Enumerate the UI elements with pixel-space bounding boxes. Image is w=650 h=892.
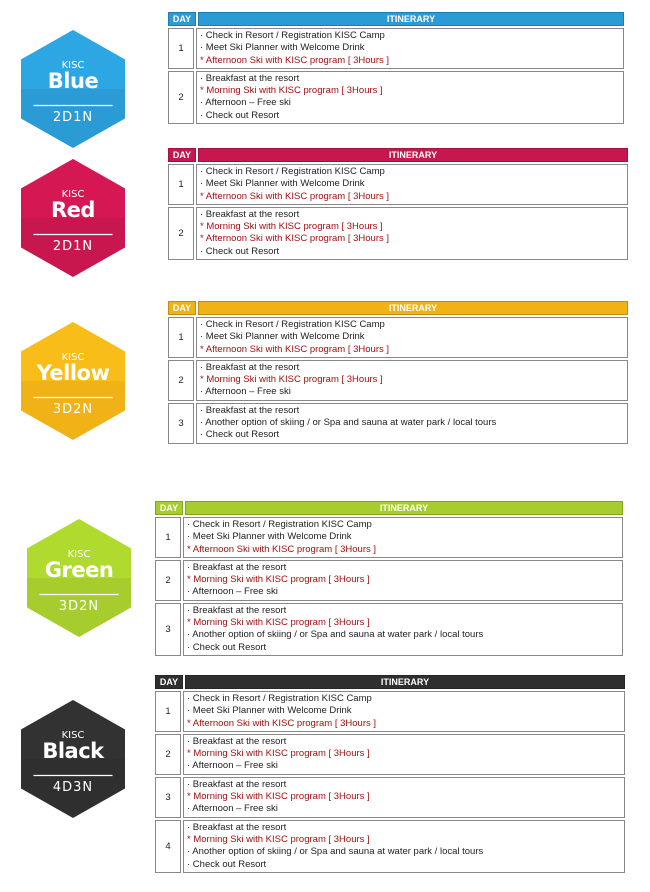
itinerary-line: · Breakfast at the resort — [187, 778, 287, 790]
itinerary-cell — [196, 28, 624, 69]
badge-duration: 3D2N — [52, 402, 94, 418]
itinerary-line: · Breakfast at the resort — [200, 208, 300, 220]
itinerary-cell — [196, 317, 628, 358]
day-column-header: DAY — [168, 12, 196, 26]
badge-name: Red — [51, 197, 95, 222]
itinerary-line: * Morning Ski with KISC program [ 3Hours ] — [200, 85, 383, 97]
itinerary-line: · Check out Resort — [200, 429, 280, 441]
itinerary-line: · Meet Ski Planner with Welcome Drink — [200, 178, 365, 190]
itinerary-line: · Another option of skiing / or Spa and sauna at water park / local tours — [187, 846, 484, 858]
itinerary-line: · Afternoon – Free ski — [200, 386, 291, 398]
itinerary-line: * Morning Ski with KISC program [ 3Hours ] — [187, 574, 370, 586]
itinerary-column-header: ITINERARY — [198, 12, 624, 26]
table-row — [155, 560, 623, 601]
badge-name: Black — [42, 738, 104, 763]
day-number: 2 — [168, 71, 194, 124]
itinerary-line: · Meet Ski Planner with Welcome Drink — [200, 42, 365, 54]
itinerary-table-red — [168, 148, 628, 260]
badge-brand: KISC — [61, 351, 85, 363]
itinerary-line: * Afternoon Ski with KISC program [ 3Hours ] — [200, 54, 390, 66]
itinerary-line: · Breakfast at the resort — [187, 735, 287, 747]
itinerary-line: · Breakfast at the resort — [200, 72, 300, 84]
itinerary-line: · Another option of skiing / or Spa and sauna at water park / local tours — [200, 417, 497, 429]
badge-name: Green — [44, 557, 114, 582]
itinerary-line: * Afternoon Ski with KISC program [ 3Hours ] — [200, 190, 390, 202]
package-badge-red — [21, 159, 125, 277]
itinerary-line: * Morning Ski with KISC program [ 3Hours ] — [187, 791, 370, 803]
itinerary-line: · Check out Resort — [187, 641, 267, 653]
day-number: 3 — [155, 603, 181, 656]
itinerary-line: * Morning Ski with KISC program [ 3Hours ] — [187, 833, 370, 845]
itinerary-line: · Check in Resort / Registration KISC Camp — [187, 693, 372, 704]
itinerary-line: * Morning Ski with KISC program [ 3Hours ] — [200, 374, 383, 386]
badge-name: Yellow — [36, 360, 110, 385]
itinerary-cell — [183, 603, 623, 656]
itinerary-line: · Afternoon – Free ski — [200, 97, 291, 109]
itinerary-line: * Afternoon Ski with KISC program [ 3Hours ] — [200, 233, 390, 245]
table-row — [155, 734, 625, 775]
itinerary-column-header: ITINERARY — [185, 501, 623, 515]
table-row — [168, 28, 624, 69]
itinerary-line: · Afternoon – Free ski — [187, 760, 278, 772]
day-number: 4 — [155, 820, 181, 873]
table-header — [168, 301, 628, 315]
itinerary-line: · Meet Ski Planner with Welcome Drink — [187, 531, 352, 543]
day-number: 3 — [168, 403, 194, 444]
itinerary-line: * Morning Ski with KISC program [ 3Hours ] — [200, 221, 383, 233]
badge-duration: 4D3N — [52, 780, 94, 796]
badge-name: Blue — [47, 68, 99, 93]
itinerary-line: · Check in Resort / Registration KISC Camp — [200, 166, 385, 177]
day-number: 2 — [168, 360, 194, 401]
itinerary-line: · Breakfast at the resort — [187, 821, 287, 833]
table-row — [168, 317, 628, 358]
itinerary-line: · Check out Resort — [200, 109, 280, 121]
itinerary-cell — [183, 820, 625, 873]
table-header — [168, 148, 628, 162]
badge-brand: KISC — [61, 729, 85, 741]
itinerary-line: · Meet Ski Planner with Welcome Drink — [187, 705, 352, 717]
day-number: 2 — [155, 734, 181, 775]
table-row — [155, 691, 625, 732]
table-row — [168, 71, 624, 124]
day-number: 1 — [155, 691, 181, 732]
day-number: 3 — [155, 777, 181, 818]
package-badge-green — [27, 519, 131, 637]
day-number: 1 — [168, 28, 194, 69]
itinerary-line: * Afternoon Ski with KISC program [ 3Hours ] — [200, 343, 390, 355]
day-number: 1 — [168, 164, 194, 205]
itinerary-column-header: ITINERARY — [198, 148, 628, 162]
itinerary-cell — [183, 777, 625, 818]
itinerary-table-blue — [168, 12, 624, 124]
table-row — [168, 360, 628, 401]
table-row — [155, 517, 623, 558]
itinerary-cell — [183, 691, 625, 732]
itinerary-cell — [196, 403, 628, 444]
table-row — [168, 207, 628, 260]
table-row — [168, 164, 628, 205]
itinerary-line: · Afternoon – Free ski — [187, 803, 278, 815]
day-number: 2 — [155, 560, 181, 601]
itinerary-cell — [196, 360, 628, 401]
itinerary-column-header: ITINERARY — [198, 301, 628, 315]
itinerary-line: · Meet Ski Planner with Welcome Drink — [200, 331, 365, 343]
itinerary-column-header: ITINERARY — [185, 675, 625, 689]
day-column-header: DAY — [168, 148, 196, 162]
itinerary-table-yellow — [168, 301, 628, 444]
itinerary-line: · Breakfast at the resort — [200, 361, 300, 373]
itinerary-line: * Morning Ski with KISC program [ 3Hours ] — [187, 617, 370, 629]
table-row — [155, 820, 625, 873]
itinerary-line: · Check out Resort — [187, 858, 267, 870]
package-badge-blue — [21, 30, 125, 148]
itinerary-line: · Another option of skiing / or Spa and sauna at water park / local tours — [187, 629, 484, 641]
itinerary-line: · Breakfast at the resort — [187, 561, 287, 573]
itinerary-cell — [196, 71, 624, 124]
itinerary-line: · Breakfast at the resort — [187, 604, 287, 616]
itinerary-line: · Breakfast at the resort — [200, 404, 300, 416]
day-number: 1 — [155, 517, 181, 558]
package-badge-yellow — [21, 322, 125, 440]
table-header — [155, 501, 623, 515]
itinerary-cell — [183, 734, 625, 775]
itinerary-line: · Check in Resort / Registration KISC Camp — [200, 319, 385, 330]
badge-duration: 2D1N — [52, 110, 94, 126]
day-number: 1 — [168, 317, 194, 358]
itinerary-line: · Check in Resort / Registration KISC Camp — [187, 519, 372, 530]
itinerary-table-green — [155, 501, 623, 656]
itinerary-table-black — [155, 675, 625, 873]
itinerary-line: · Check out Resort — [200, 245, 280, 257]
table-row — [168, 403, 628, 444]
badge-brand: KISC — [61, 59, 85, 71]
itinerary-cell — [196, 164, 628, 205]
badge-duration: 3D2N — [58, 599, 100, 615]
table-header — [168, 12, 624, 26]
itinerary-line: * Afternoon Ski with KISC program [ 3Hours ] — [187, 717, 377, 729]
itinerary-line: * Morning Ski with KISC program [ 3Hours ] — [187, 748, 370, 760]
day-column-header: DAY — [168, 301, 196, 315]
day-number: 2 — [168, 207, 194, 260]
package-badge-black — [21, 700, 125, 818]
badge-brand: KISC — [67, 548, 91, 560]
itinerary-cell — [196, 207, 628, 260]
itinerary-line: * Afternoon Ski with KISC program [ 3Hours ] — [187, 543, 377, 555]
table-row — [155, 777, 625, 818]
table-row — [155, 603, 623, 656]
badge-brand: KISC — [61, 188, 85, 200]
itinerary-cell — [183, 517, 623, 558]
badge-duration: 2D1N — [52, 239, 94, 255]
day-column-header: DAY — [155, 501, 183, 515]
itinerary-cell — [183, 560, 623, 601]
day-column-header: DAY — [155, 675, 183, 689]
itinerary-line: · Afternoon – Free ski — [187, 586, 278, 598]
table-header — [155, 675, 625, 689]
itinerary-line: · Check in Resort / Registration KISC Camp — [200, 30, 385, 41]
